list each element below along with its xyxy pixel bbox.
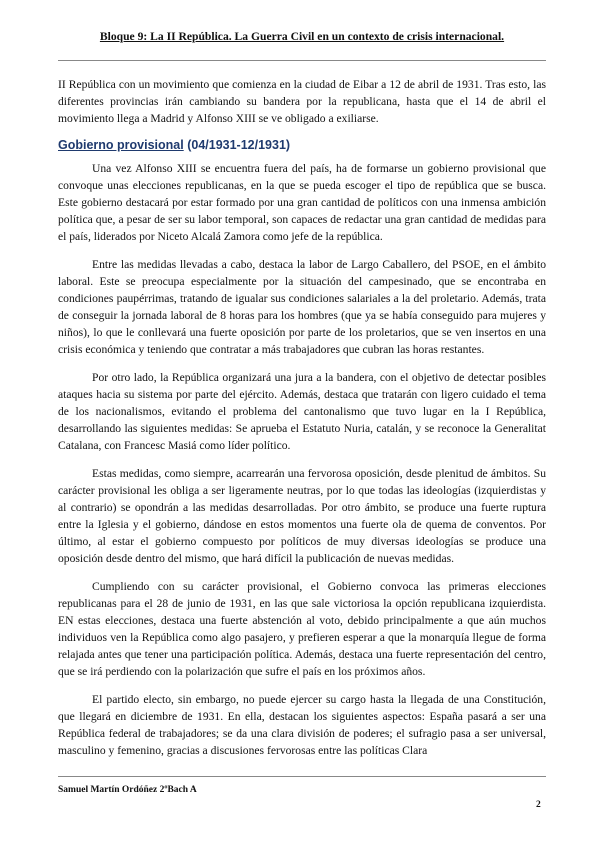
page-header-title: Bloque 9: La II República. La Guerra Civil en un contexto de crisis internacional. <box>99 30 505 43</box>
body-paragraph: El partido electo, sin embargo, no puede ejercer su cargo hasta la llegada de una Constitución, que llegará en diciembre de 1931. En ella, destacan los siguientes aspectos: España pasará a ser una República federal de trabajadores; se da una clara división de poderes; el sufragio pasa a ser universal, masculino y femenino, gracias a discusiones fervorosas entre las políticas Clara <box>58 693 546 757</box>
body-paragraph: Por otro lado, la República organizará una jura a la bandera, con el objetivo de detectar posibles ataques hacia su sistema por parte del ejército. Además, destaca que tratarán con ligero cuidado el tema de los nacionalismos, evitando el problema del cantonalismo que tuvo lugar en la I República, desarrollando las siguientes medidas: Se aprueba el Estatuto Nuria, catalán, y se reconoce la Generalitat Catalana, con Francesc Masiá como líder político. <box>58 371 546 452</box>
section-heading <box>58 138 546 152</box>
header-rule <box>58 60 546 61</box>
body-paragraph: Entre las medidas llevadas a cabo, destaca la labor de Largo Caballero, del PSOE, en el ámbito laboral. Este se preocupa especialmente por la situación del campesinado, que se encontraba en condiciones paupérrimas, tratando de igualar sus condiciones salariales a la del proletario. Además, trata de conseguir la jornada laboral de 8 horas para los hombres (que ya se había conseguido para mujeres y niños), lo que le conllevará una fuerte oposición por parte de los proletarios, que se ven insertos en una crisis económica y teniendo que contratar a más trabajadores que cubran las horas restantes. <box>58 258 546 356</box>
footer-rule <box>58 776 546 777</box>
body-paragraph: Estas medidas, como siempre, acarrearán una fervorosa oposición, desde plenitud de ámbitos. Su carácter provisional les obliga a ser ligeramente neutras, por lo que todas las ideologías (izquierdistas y al contrario) se opondrán a las medidas desarrolladas. Por otro ámbito, se produce una fuerte ruptura entre la Iglesia y el gobierno, dándose en estos momentos una fuerte ola de quema de conventos. Por último, al estar el gobierno compuesto por políticos de muy diversas ideologías se produce una oposición desde dentro del mismo, que hará difícil la publicación de nuevas medidas. <box>58 467 546 565</box>
body-paragraph: Una vez Alfonso XIII se encuentra fuera del país, ha de formarse un gobierno provisional que convoque unas elecciones republicanas, en la que se pueda escoger el tipo de república que se busca. Este gobierno destacará por estar formado por una gran cantidad de políticos con una inmensa ambición política que, a pesar de ser su labor temporal, son capaces de redactar una gran cantidad de medidas para el país, liderados por Niceto Alcalá Zamora como jefe de la república. <box>58 162 546 243</box>
section-title: Gobierno provisional <box>58 138 184 152</box>
page-number: 2 <box>536 800 541 810</box>
document-body <box>58 76 546 770</box>
section-dates: (04/1931-12/1931) <box>187 138 291 152</box>
body-paragraph: Cumpliendo con su carácter provisional, el Gobierno convoca las primeras elecciones republicanas para el 28 de junio de 1931, en las que sale victoriosa la opción republicana izquierdista. EN estas elecciones, destaca una fuerte abstención al voto, debido principalmente a que aún muchos individuos ven la República como algo pasajero, y prefieren esperar a que la monarquía llegue de forma relajada antes que tener una participación política. Además, destaca una fuerte representación del centro, que se irá perdiendo con la polarización que sufre el país en los próximos años. <box>58 580 546 678</box>
intro-paragraph: II República con un movimiento que comienza en la ciudad de Eibar a 12 de abril de 1931. Tras esto, las diferentes provincias irán cambiando su bandera por la republicana, hasta que el 14 de abril el movimiento llega a Madrid y Alfonso XIII se ve obligado a exiliarse. <box>58 78 546 125</box>
footer-author: Samuel Martín Ordóñez 2ºBach A <box>58 785 197 795</box>
